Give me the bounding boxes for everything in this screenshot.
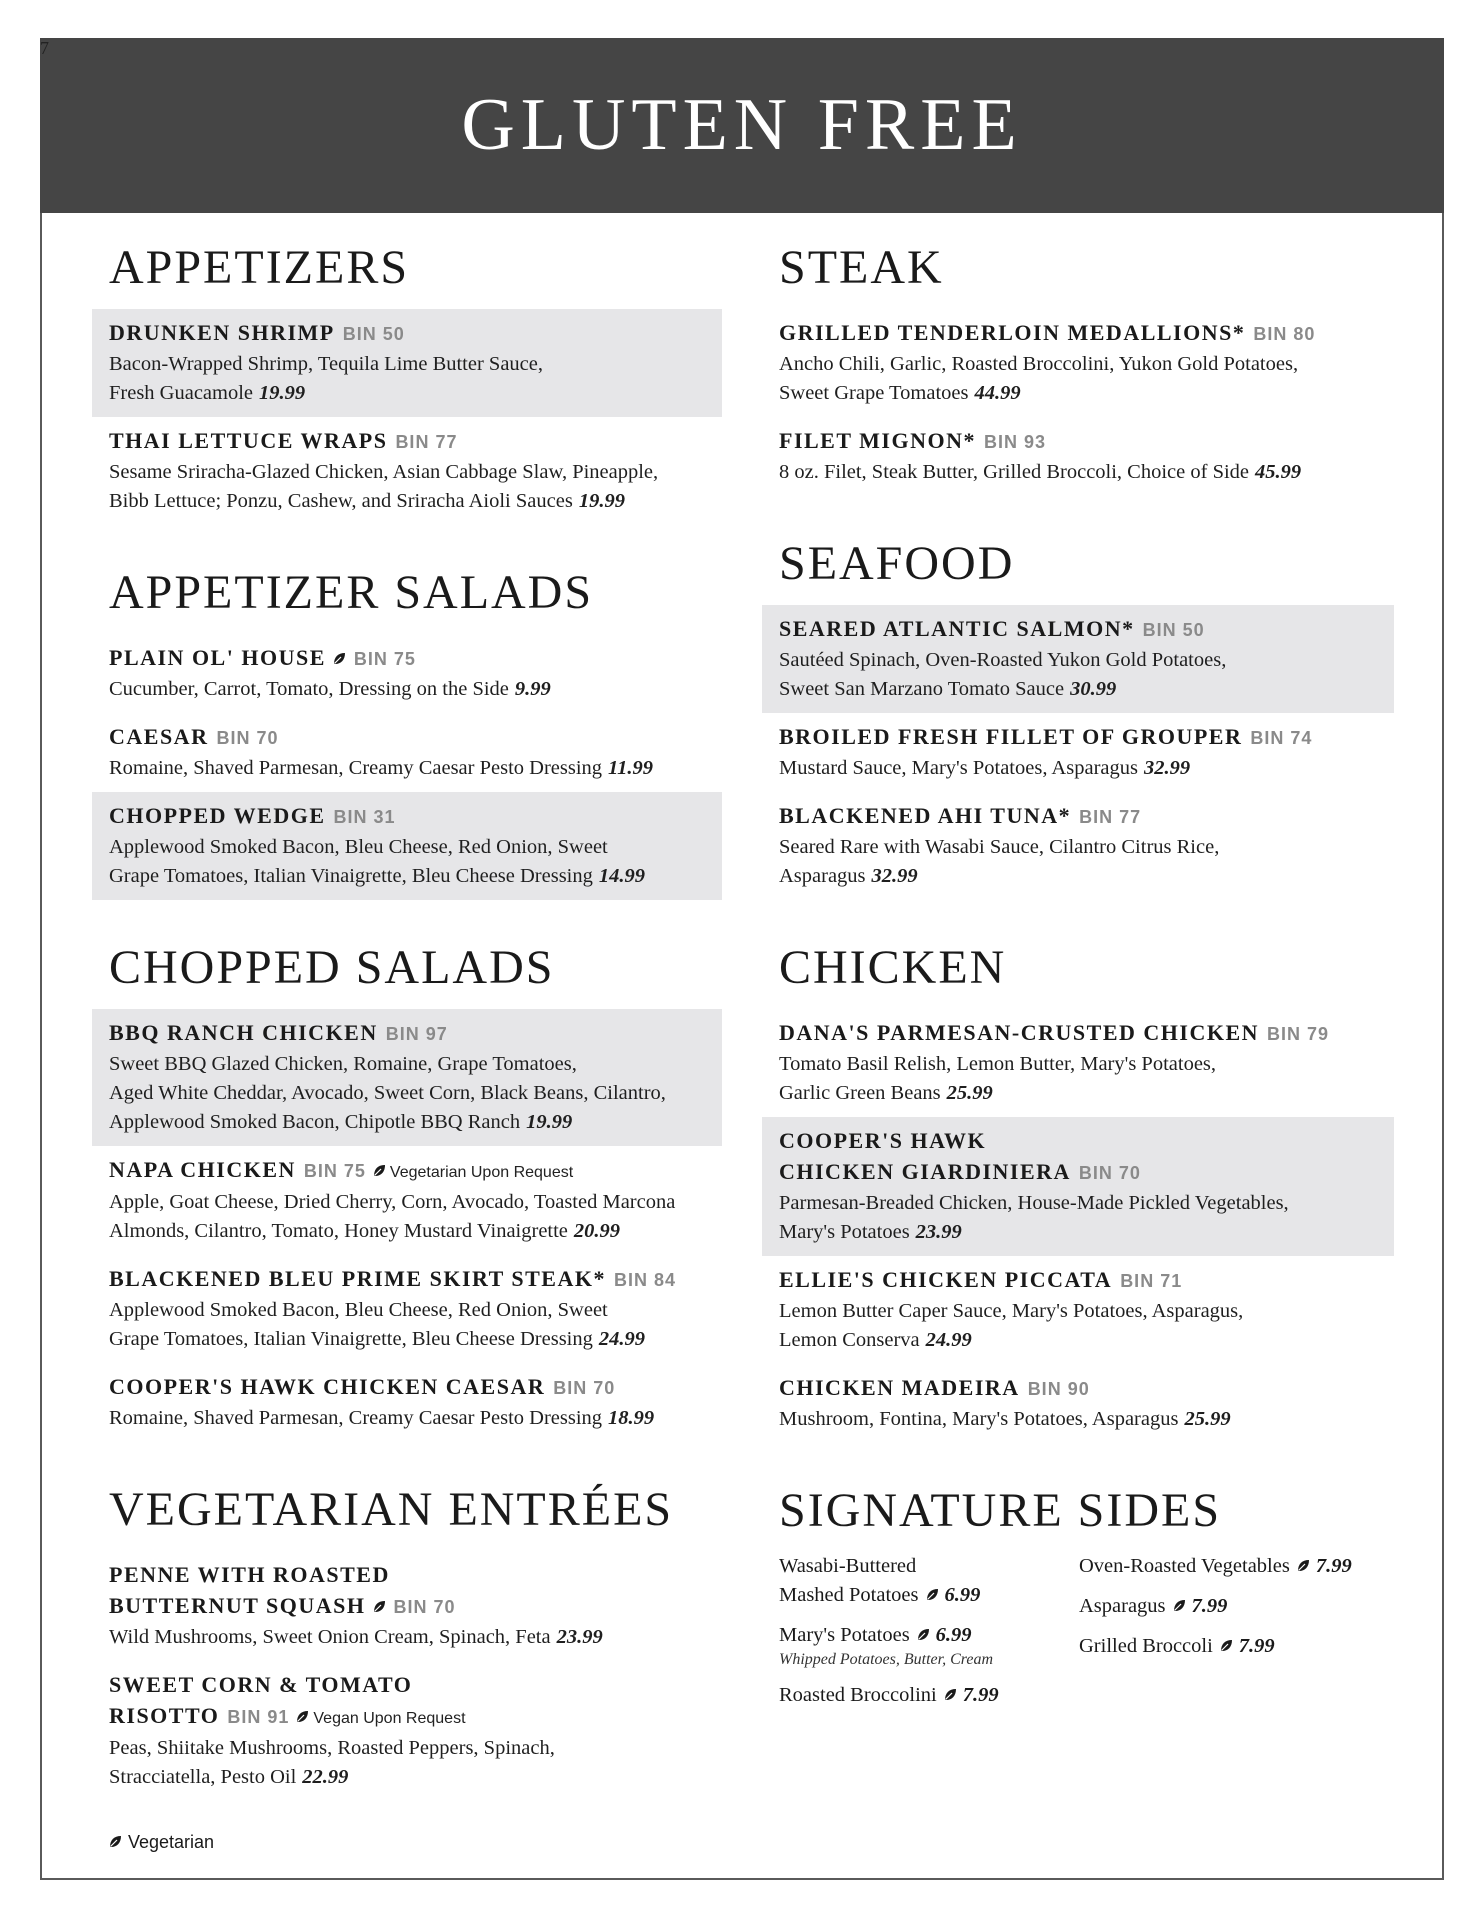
item-description (109, 1108, 705, 1137)
leaf-icon (1219, 1633, 1233, 1647)
right-sections (762, 240, 1394, 1443)
description-text: Applewood Smoked Bacon, Chipotle BBQ Ranch (109, 1111, 521, 1133)
description-text: Garlic Green Beans (779, 1082, 941, 1104)
bin-number: BIN 90 (1027, 1379, 1090, 1399)
side-price: 7.99 (962, 1684, 999, 1706)
side-line (779, 1681, 1079, 1710)
item-price: 20.99 (573, 1220, 621, 1242)
description-text: Sautéed Spinach, Oven-Roasted Yukon Gold Potatoes, (779, 649, 1227, 671)
item-name (779, 1017, 1377, 1050)
side-item (1079, 1592, 1379, 1621)
legend-label: Vegetarian (128, 1832, 215, 1852)
side-name: Grilled Broccoli (1079, 1635, 1213, 1657)
item-description (779, 350, 1377, 379)
menu-item (762, 1256, 1394, 1364)
bin-number: BIN 50 (342, 324, 405, 344)
item-description (109, 458, 705, 487)
description-text: Stracciatella, Pesto Oil (109, 1766, 297, 1788)
side-item (779, 1681, 1079, 1710)
item-name-text: DRUNKEN SHRIMP (109, 320, 335, 345)
bin-number: BIN 74 (1250, 728, 1313, 748)
side-line (779, 1552, 1079, 1581)
bin-number: BIN 70 (393, 1597, 456, 1617)
item-price: 19.99 (526, 1111, 573, 1133)
item-price: 19.99 (259, 382, 306, 404)
menu-item (762, 1009, 1394, 1117)
item-name (109, 1263, 705, 1296)
item-description (109, 1296, 705, 1325)
item-price: 25.99 (946, 1082, 993, 1104)
item-name (109, 800, 705, 833)
item-description (109, 1188, 705, 1217)
item-description (109, 862, 705, 891)
section-title: APPETIZERS (109, 241, 410, 294)
item-description (779, 1050, 1377, 1079)
description-text: Romaine, Shaved Parmesan, Creamy Caesar Pesto Dressing (109, 757, 603, 779)
menu-item (92, 634, 722, 713)
item-name (109, 1700, 705, 1734)
item-description (109, 1217, 705, 1246)
item-name (109, 425, 705, 458)
bin-number: BIN 75 (353, 649, 416, 669)
bin-number: BIN 70 (1078, 1163, 1141, 1183)
item-name-text: GRILLED TENDERLOIN MEDALLIONS* (779, 320, 1246, 345)
side-line (1079, 1552, 1379, 1581)
item-name-text: NAPA CHICKEN (109, 1157, 296, 1182)
side-line (779, 1621, 1079, 1650)
description-text: Sesame Sriracha-Glazed Chicken, Asian Cabbage Slaw, Pineapple, (109, 461, 659, 483)
leaf-icon (1296, 1553, 1310, 1567)
item-name-text: SEARED ATLANTIC SALMON* (779, 616, 1135, 641)
description-text: Peas, Shiitake Mushrooms, Roasted Peppers, Spinach, (109, 1737, 555, 1759)
bin-number: BIN 70 (216, 728, 279, 748)
bin-number: BIN 91 (227, 1707, 290, 1727)
section-title: SIGNATURE SIDES (779, 1484, 1222, 1537)
item-name (109, 721, 705, 754)
side-name: Asparagus (1079, 1595, 1166, 1617)
item-description (779, 1405, 1377, 1434)
item-description (779, 1326, 1377, 1355)
item-name-text: PENNE WITH ROASTED (109, 1562, 390, 1587)
item-name-text: CHICKEN GIARDINIERA (779, 1159, 1071, 1184)
item-description (109, 487, 705, 516)
bin-number: BIN 75 (303, 1161, 366, 1181)
section-title: CHOPPED SALADS (109, 941, 555, 994)
menu-item (762, 792, 1394, 900)
item-description (109, 1623, 705, 1652)
item-name-text: FILET MIGNON* (779, 428, 976, 453)
menu-item (92, 417, 722, 525)
description-text: Aged White Cheddar, Avocado, Sweet Corn, Black Beans, Cilantro, (109, 1082, 666, 1104)
side-price: 7.99 (1191, 1595, 1228, 1617)
description-text: Tomato Basil Relish, Lemon Butter, Mary's Potatoes, (779, 1053, 1217, 1075)
right-column (762, 240, 1394, 1761)
item-note: Vegan Upon Request (313, 1710, 466, 1727)
section-title: CHICKEN (779, 941, 1007, 994)
item-price: 11.99 (608, 757, 654, 779)
description-text: Cucumber, Carrot, Tomato, Dressing on the Side (109, 678, 509, 700)
item-name (779, 1372, 1377, 1405)
description-text: Sweet Grape Tomatoes (779, 382, 969, 404)
description-text: Lemon Conserva (779, 1329, 920, 1351)
item-description (109, 1734, 705, 1763)
item-description (109, 833, 705, 862)
description-text: Seared Rare with Wasabi Sauce, Cilantro Citrus Rice, (779, 836, 1220, 858)
side-price: 6.99 (935, 1624, 972, 1646)
item-name-text: RISOTTO (109, 1703, 220, 1728)
bin-number: BIN 80 (1253, 324, 1316, 344)
item-description (779, 1218, 1377, 1247)
description-text: Bacon-Wrapped Shrimp, Tequila Lime Butter Sauce, (109, 353, 544, 375)
item-name-text: DANA'S PARMESAN-CRUSTED CHICKEN (779, 1020, 1260, 1045)
item-name (109, 1669, 705, 1700)
description-text: Mustard Sauce, Mary's Potatoes, Asparagus (779, 757, 1138, 779)
bin-number: BIN 77 (1079, 807, 1142, 827)
item-price: 44.99 (974, 382, 1021, 404)
section-title: VEGETARIAN ENTRÉES (109, 1483, 674, 1536)
item-name-text: COOPER'S HAWK (779, 1128, 987, 1153)
bin-number: BIN 31 (333, 807, 396, 827)
side-price: 6.99 (944, 1584, 981, 1606)
section-steak (762, 240, 1394, 496)
section-seafood (762, 536, 1394, 900)
bin-number: BIN 71 (1120, 1271, 1183, 1291)
side-name: Roasted Broccolini (779, 1684, 937, 1706)
item-name-text: BROILED FRESH FILLET OF GROUPER (779, 724, 1243, 749)
item-description (779, 1189, 1377, 1218)
item-price: 19.99 (578, 490, 625, 512)
item-description (109, 350, 705, 379)
item-description (109, 754, 705, 783)
item-name (779, 425, 1377, 458)
item-name (779, 800, 1377, 833)
description-text: Mushroom, Fontina, Mary's Potatoes, Asparagus (779, 1408, 1179, 1430)
item-price: 25.99 (1184, 1408, 1231, 1430)
menu-item (92, 1009, 722, 1146)
item-name (779, 1264, 1377, 1297)
page-title: GLUTEN FREE (461, 84, 1023, 166)
menu-item (762, 309, 1394, 417)
section-title: STEAK (779, 241, 944, 294)
description-text: Parmesan-Breaded Chicken, House-Made Pickled Vegetables, (779, 1192, 1289, 1214)
description-text: Applewood Smoked Bacon, Bleu Cheese, Red Onion, Sweet (109, 1299, 608, 1321)
description-text: Ancho Chili, Garlic, Roasted Broccolini, Yukon Gold Potatoes, (779, 353, 1299, 375)
menu-item (92, 1551, 722, 1661)
item-name-text: SWEET CORN & TOMATO (109, 1672, 413, 1697)
item-name-text: PLAIN OL' HOUSE (109, 645, 326, 670)
sides-column (1079, 1552, 1379, 1721)
item-name-text: CHOPPED WEDGE (109, 803, 326, 828)
item-name (109, 642, 705, 675)
item-note: Vegetarian Upon Request (389, 1164, 574, 1181)
title-banner (40, 38, 1444, 213)
item-name (779, 613, 1377, 646)
bin-number: BIN 84 (613, 1270, 677, 1290)
section-appetizer-salads (92, 565, 722, 900)
leaf-icon (108, 1833, 122, 1847)
page-number: 7 (40, 38, 49, 58)
item-name-text: THAI LETTUCE WRAPS (109, 428, 388, 453)
item-name (109, 1154, 705, 1188)
left-column (92, 240, 722, 1841)
item-price: 30.99 (1070, 678, 1117, 700)
bin-number: BIN 70 (553, 1378, 616, 1398)
item-price: 22.99 (302, 1766, 349, 1788)
item-description (779, 646, 1377, 675)
leaf-icon (372, 1591, 386, 1605)
description-text: 8 oz. Filet, Steak Butter, Grilled Broccoli, Choice of Side (779, 461, 1250, 483)
side-name: Mary's Potatoes (779, 1624, 910, 1646)
description-text: Grape Tomatoes, Italian Vinaigrette, Bleu Cheese Dressing (109, 865, 593, 887)
description-text: Romaine, Shaved Parmesan, Creamy Caesar Pesto Dressing (109, 1407, 603, 1429)
menu-item (92, 1146, 722, 1255)
item-description (779, 754, 1377, 783)
menu-item (92, 309, 722, 417)
section-appetizers (92, 240, 722, 525)
side-price: 7.99 (1238, 1635, 1275, 1657)
item-name-text: BLACKENED BLEU PRIME SKIRT STEAK* (109, 1266, 606, 1291)
leaf-icon (372, 1155, 386, 1169)
side-name: Wasabi-Buttered (779, 1555, 917, 1577)
description-text: Mary's Potatoes (779, 1221, 910, 1243)
menu-item (762, 1364, 1394, 1443)
bin-number: BIN 93 (983, 432, 1046, 452)
side-subtitle: Whipped Potatoes, Butter, Cream (779, 1651, 994, 1668)
item-price: 18.99 (608, 1407, 655, 1429)
item-price: 9.99 (514, 678, 551, 700)
description-text: Applewood Smoked Bacon, Bleu Cheese, Red Onion, Sweet (109, 836, 608, 858)
bin-number: BIN 79 (1267, 1024, 1330, 1044)
description-text: Wild Mushrooms, Sweet Onion Cream, Spinach, Feta (109, 1626, 551, 1648)
item-description (109, 1050, 705, 1079)
menu-item (762, 713, 1394, 792)
leaf-icon (332, 643, 346, 657)
item-description (109, 1404, 705, 1433)
item-name-text: BUTTERNUT SQUASH (109, 1593, 366, 1618)
item-name-text: BBQ RANCH CHICKEN (109, 1020, 378, 1045)
side-item (779, 1621, 1079, 1670)
vegetarian-legend (108, 1832, 214, 1853)
side-name: Oven-Roasted Vegetables (1079, 1555, 1290, 1577)
item-description (779, 1297, 1377, 1326)
item-price: 23.99 (915, 1221, 962, 1243)
item-price: 45.99 (1255, 461, 1302, 483)
description-text: Lemon Butter Caper Sauce, Mary's Potatoes, Asparagus, (779, 1300, 1244, 1322)
item-name-text: BLACKENED AHI TUNA* (779, 803, 1072, 828)
menu-item (92, 1255, 722, 1363)
section-title: SEAFOOD (779, 537, 1015, 590)
menu-item (92, 1363, 722, 1442)
item-price: 24.99 (598, 1328, 646, 1350)
menu-item (762, 1117, 1394, 1256)
side-item (1079, 1632, 1379, 1661)
item-description (779, 379, 1377, 408)
menu-item (92, 1661, 722, 1801)
sides-column (779, 1552, 1079, 1721)
side-price: 7.99 (1315, 1555, 1352, 1577)
side-name: Mashed Potatoes (779, 1584, 919, 1606)
leaf-icon (916, 1622, 930, 1636)
description-text: Apple, Goat Cheese, Dried Cherry, Corn, Avocado, Toasted Marcona (109, 1191, 676, 1213)
section-signature-sides (762, 1483, 1394, 1721)
item-name (109, 317, 705, 350)
leaf-icon (1172, 1593, 1186, 1607)
description-text: Fresh Guacamole (109, 382, 254, 404)
item-description (109, 1325, 705, 1354)
item-name-text: ELLIE'S CHICKEN PICCATA (779, 1267, 1113, 1292)
item-description (109, 1763, 705, 1792)
item-name (109, 1371, 705, 1404)
menu-item (92, 713, 722, 792)
side-line (1079, 1592, 1379, 1621)
item-name-text: COOPER'S HAWK CHICKEN CAESAR (109, 1374, 546, 1399)
item-name (779, 317, 1377, 350)
menu-item (92, 792, 722, 900)
side-item (1079, 1552, 1379, 1581)
leaf-icon (943, 1682, 957, 1696)
side-item (779, 1552, 1079, 1610)
item-description (109, 379, 705, 408)
description-text: Bibb Lettuce; Ponzu, Cashew, and Sriracha Aioli Sauces (109, 490, 573, 512)
section-chopped-salads (92, 940, 722, 1442)
item-name (779, 721, 1377, 754)
item-description (779, 833, 1377, 862)
item-description (779, 675, 1377, 704)
item-price: 32.99 (871, 865, 918, 887)
item-name (109, 1559, 705, 1590)
bin-number: BIN 77 (395, 432, 458, 452)
item-price: 23.99 (556, 1626, 603, 1648)
leaf-icon (295, 1701, 309, 1715)
description-text: Almonds, Cilantro, Tomato, Honey Mustard Vinaigrette (109, 1220, 568, 1242)
sides-grid (762, 1552, 1394, 1721)
menu-item (762, 417, 1394, 496)
section-chicken (762, 940, 1394, 1443)
description-text: Sweet BBQ Glazed Chicken, Romaine, Grape Tomatoes, (109, 1053, 577, 1075)
section-vegetarian-entr-es (92, 1482, 722, 1801)
item-name (109, 1017, 705, 1050)
item-price: 14.99 (598, 865, 646, 887)
item-description (109, 1079, 705, 1108)
description-text: Grape Tomatoes, Italian Vinaigrette, Bleu Cheese Dressing (109, 1328, 593, 1350)
item-name-text: CAESAR (109, 724, 209, 749)
item-name (109, 1590, 705, 1623)
side-line (1079, 1632, 1379, 1661)
bin-number: BIN 50 (1142, 620, 1205, 640)
leaf-icon (925, 1582, 939, 1596)
section-title: APPETIZER SALADS (109, 566, 594, 619)
menu-item (762, 605, 1394, 713)
item-description (779, 458, 1377, 487)
item-description (109, 675, 705, 704)
item-name (779, 1125, 1377, 1156)
item-description (779, 1079, 1377, 1108)
item-price: 24.99 (925, 1329, 972, 1351)
item-description (779, 862, 1377, 891)
bin-number: BIN 97 (385, 1024, 448, 1044)
description-text: Asparagus (779, 865, 866, 887)
side-line (779, 1581, 1079, 1610)
item-name-text: CHICKEN MADEIRA (779, 1375, 1020, 1400)
description-text: Sweet San Marzano Tomato Sauce (779, 678, 1065, 700)
item-name (779, 1156, 1377, 1189)
item-price: 32.99 (1143, 757, 1191, 779)
